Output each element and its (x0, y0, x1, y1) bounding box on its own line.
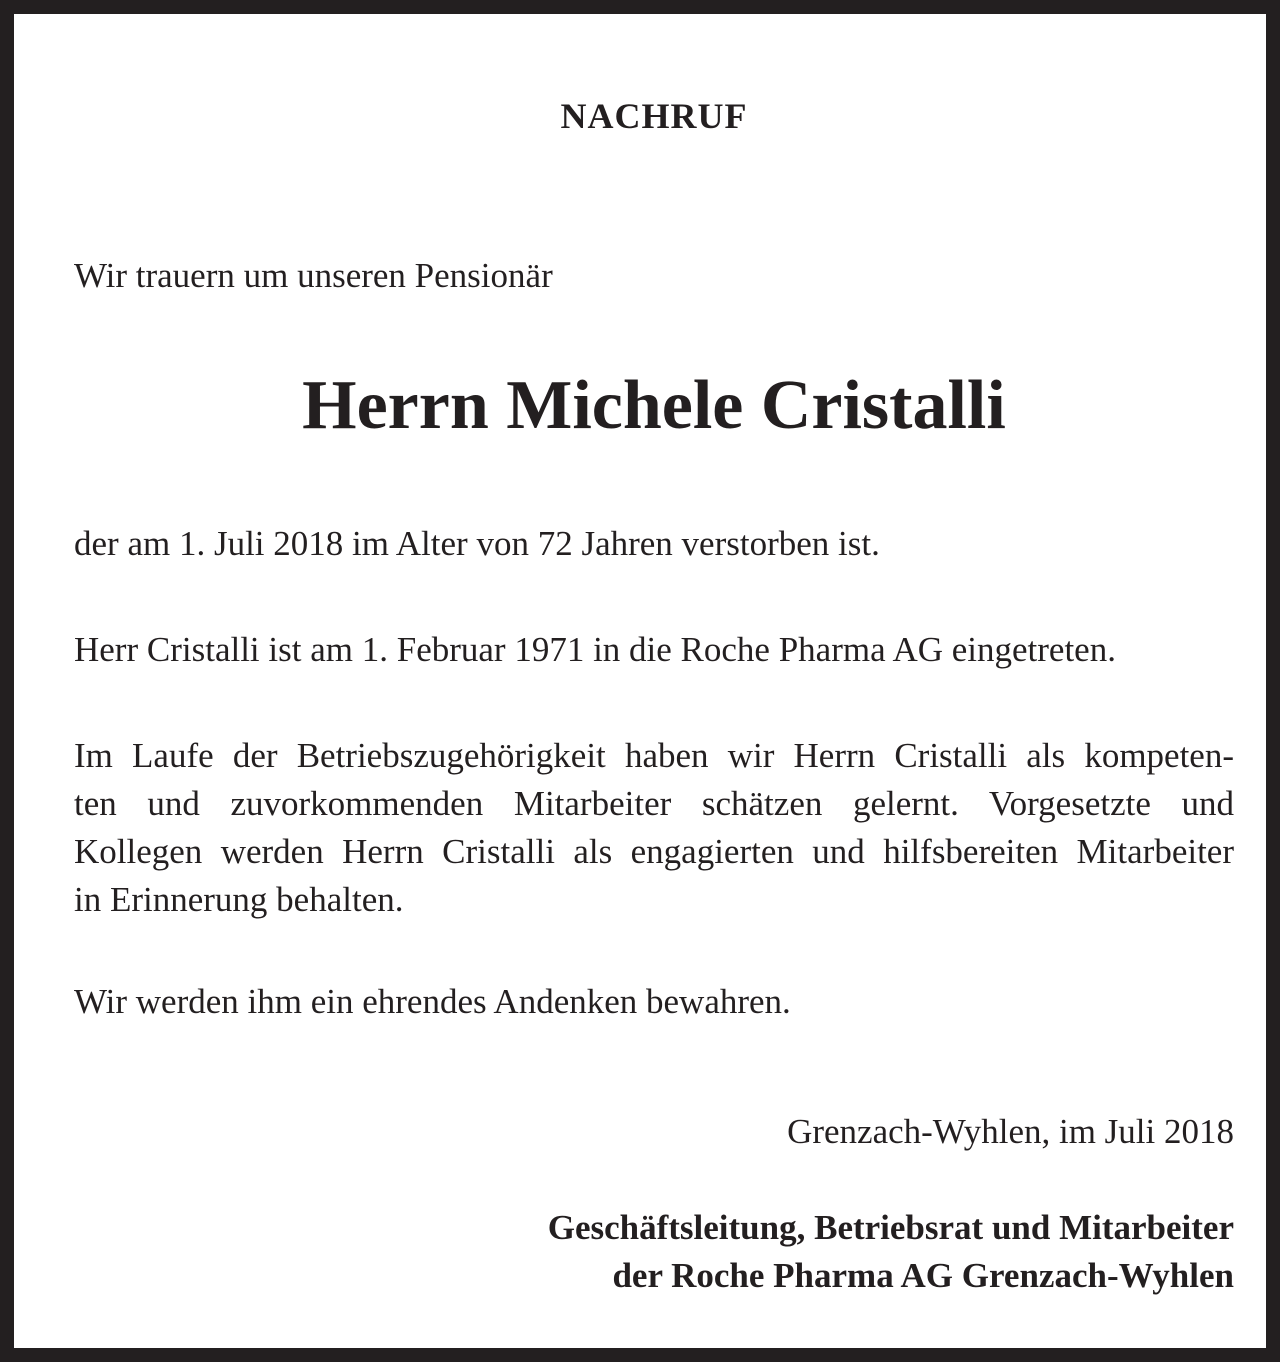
tribute-line: Im Laufe der Betriebszugehörigkeit haben wir Herrn Cristalli als kompeten- (74, 736, 1234, 775)
signature-line: der Roche Pharma AG Grenzach-Wyhlen (612, 1256, 1234, 1295)
joined-line: Herr Cristalli ist am 1. Februar 1971 in die Roche Pharma AG eingetreten. (74, 630, 1116, 669)
closing-line: Wir werden ihm ein ehrendes Andenken bewahren. (74, 982, 791, 1021)
tribute-line: Kollegen werden Herrn Cristalli als engagierten und hilfsbereiten Mitarbeiter (74, 832, 1234, 871)
signature-line: Geschäftsleitung, Betriebsrat und Mitarbeiter (547, 1208, 1234, 1247)
deceased-name: Herrn Michele Cristalli (302, 367, 1006, 444)
tribute-line: ten und zuvorkommenden Mitarbeiter schätzen gelernt. Vorgesetzte und (74, 784, 1234, 823)
death-line: der am 1. Juli 2018 im Alter von 72 Jahren verstorben ist. (74, 524, 880, 563)
place-date: Grenzach-Wyhlen, im Juli 2018 (787, 1112, 1234, 1151)
tribute-line: in Erinnerung behalten. (74, 880, 404, 919)
tribute-paragraph (74, 732, 1234, 924)
intro-line: Wir trauern um unseren Pensionär (74, 256, 553, 295)
notice-heading: NACHRUF (560, 96, 748, 136)
